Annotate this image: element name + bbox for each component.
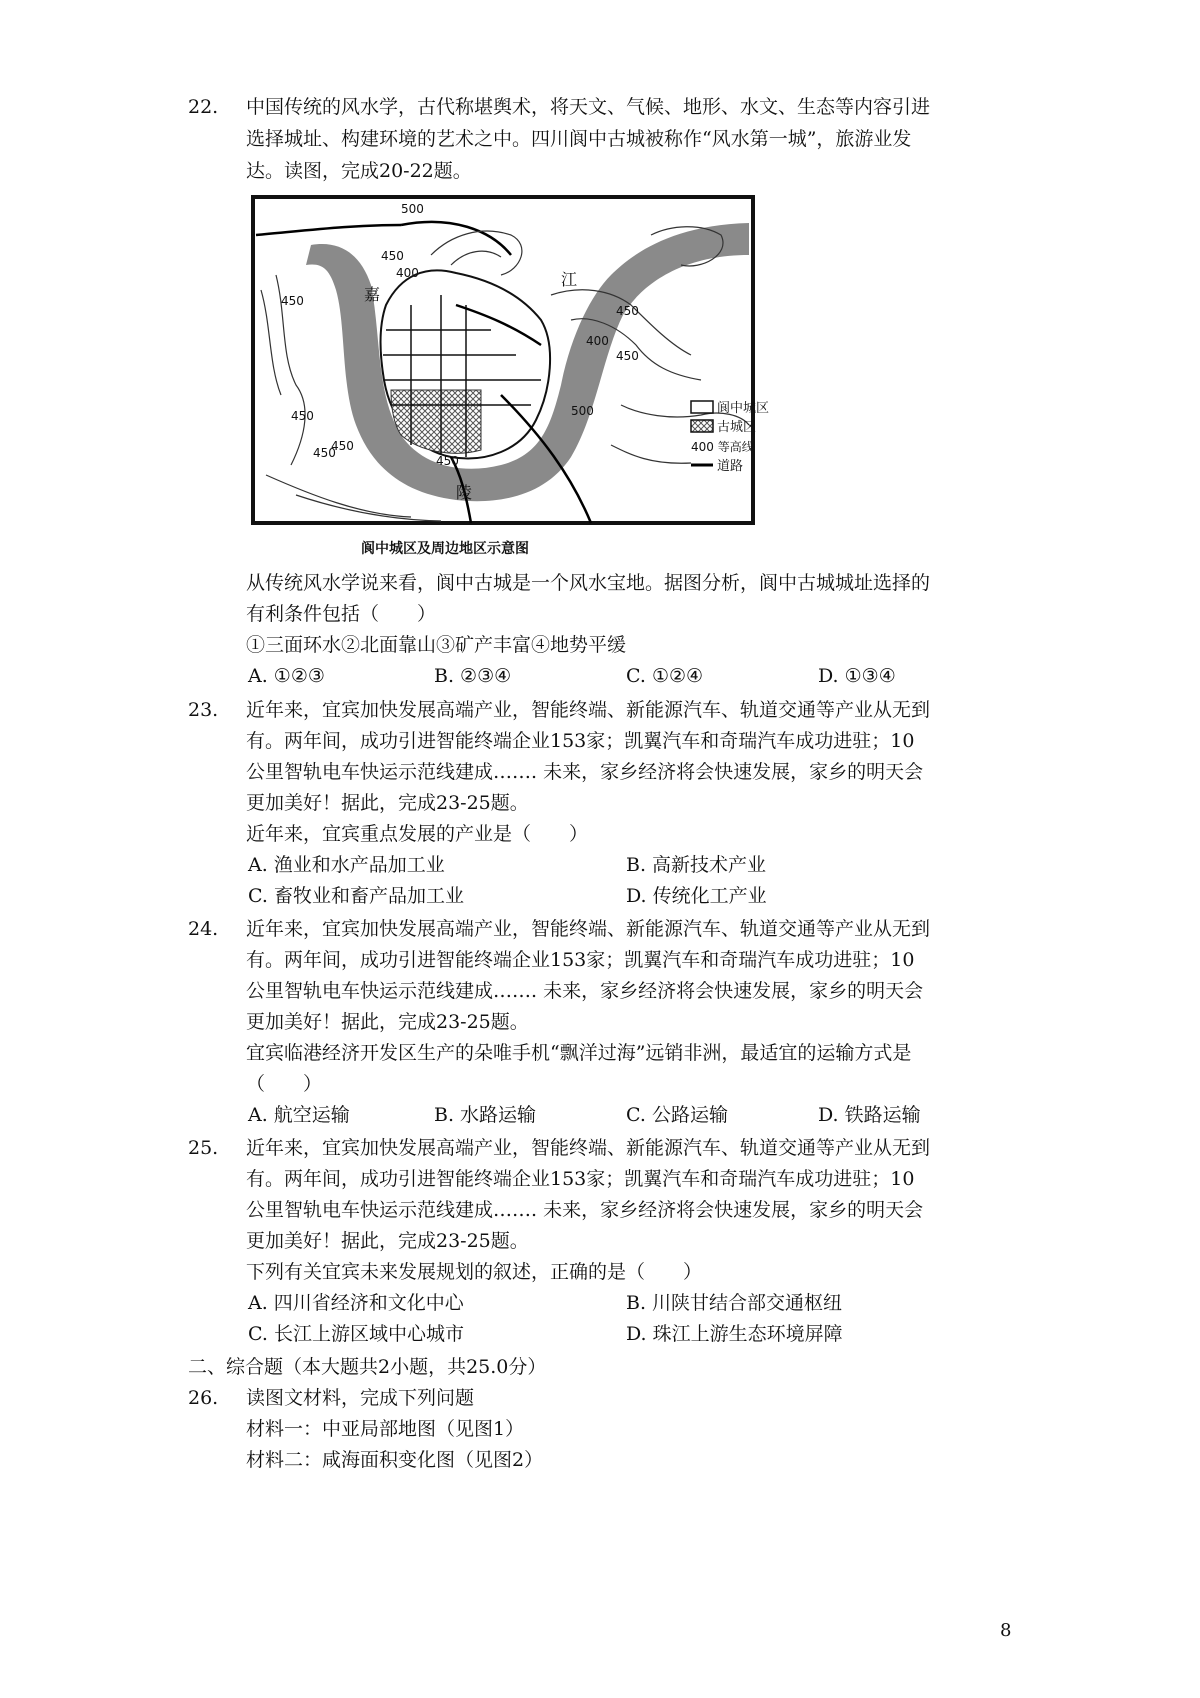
contour-label: 450	[436, 454, 459, 468]
q22-option-d[interactable]: D. ①③④	[818, 665, 896, 687]
passage-line-3: 公里智轨电车快运示范线建成……. 未来，家乡经济将会快速发展，家乡的明天会	[246, 761, 924, 783]
contour-label: 400	[586, 334, 609, 348]
legend-label-contour: 400 等高线	[691, 440, 754, 454]
contour-label: 450	[291, 409, 314, 423]
q22-conditions: ①三面环水②北面靠山③矿产丰富④地势平缓	[246, 634, 627, 656]
q22-option-c[interactable]: C. ①②④	[626, 665, 704, 687]
contour-label: 500	[401, 202, 424, 216]
river-label-1: 嘉	[364, 285, 381, 304]
q25-option-d[interactable]: D. 珠江上游生态环境屏障	[626, 1323, 843, 1345]
q22-option-b[interactable]: B. ②③④	[434, 665, 512, 687]
q22-text-line-2: 选择城址、构建环境的艺术之中。四川阆中古城被称作“风水第一城”，旅游业发	[246, 128, 912, 150]
contour-label: 450	[616, 349, 639, 363]
question-number: 23.	[188, 699, 219, 721]
q25-question: 下列有关宜宾未来发展规划的叙述，正确的是（ ）	[246, 1261, 703, 1283]
q22-question-line-2: 有利条件包括（ ）	[246, 603, 437, 625]
q23-option-c[interactable]: C. 畜牧业和畜产品加工业	[248, 885, 464, 907]
legend-label-road: 道路	[717, 459, 744, 474]
contour-label: 500	[571, 404, 594, 418]
q23-option-d[interactable]: D. 传统化工产业	[626, 885, 767, 907]
q24-option-c[interactable]: C. 公路运输	[626, 1104, 728, 1126]
question-number: 25.	[188, 1137, 219, 1159]
q22-option-a[interactable]: A. ①②③	[248, 665, 325, 687]
map-figure	[251, 195, 770, 563]
legend-swatch-oldtown	[691, 420, 713, 432]
q22-text-line-1: 中国传统的风水学，古代称堪舆术，将天文、气候、地形、水文、生态等内容引进	[246, 96, 931, 118]
q22-text-line-3: 达。读图，完成20-22题。	[246, 160, 472, 182]
legend-label-city: 阆中城区	[717, 401, 770, 416]
question-number: 26.	[188, 1387, 219, 1409]
river-label-3: 江	[561, 270, 578, 289]
q23-option-b[interactable]: B. 高新技术产业	[626, 854, 767, 876]
q25-option-c[interactable]: C. 长江上游区域中心城市	[248, 1323, 464, 1345]
q26-line-1: 读图文材料，完成下列问题	[246, 1387, 475, 1409]
passage-line-3: 公里智轨电车快运示范线建成……. 未来，家乡经济将会快速发展，家乡的明天会	[246, 1199, 924, 1221]
contour-label: 450	[281, 294, 304, 308]
contour-label: 450	[381, 249, 404, 263]
q24-option-a[interactable]: A. 航空运输	[248, 1104, 350, 1126]
q26-line-3: 材料二：咸海面积变化图（见图2）	[246, 1449, 544, 1471]
passage-line-3: 公里智轨电车快运示范线建成……. 未来，家乡经济将会快速发展，家乡的明天会	[246, 980, 924, 1002]
q26-line-2: 材料一：中亚局部地图（见图1）	[246, 1418, 525, 1440]
contour-label: 450	[616, 304, 639, 318]
q24-option-b[interactable]: B. 水路运输	[434, 1104, 537, 1126]
contour-label: 450	[313, 446, 336, 460]
legend-label-oldtown: 古城区	[717, 420, 757, 435]
q23-option-a[interactable]: A. 渔业和水产品加工业	[248, 854, 445, 876]
passage-line-2: 有。两年间，成功引进智能终端企业153家；凯翼汽车和奇瑞汽车成功进驻；10	[246, 730, 915, 752]
map-caption: 阆中城区及周边地区示意图	[361, 541, 529, 557]
passage-line-1: 近年来，宜宾加快发展高端产业，智能终端、新能源汽车、轨道交通等产业从无到	[246, 918, 931, 940]
question-number: 24.	[188, 918, 219, 940]
passage-line-4: 更加美好！据此，完成23-25题。	[246, 1011, 529, 1033]
passage-line-2: 有。两年间，成功引进智能终端企业153家；凯翼汽车和奇瑞汽车成功进驻；10	[246, 949, 915, 971]
contour-label: 400	[396, 266, 419, 280]
legend-swatch-city	[691, 401, 713, 413]
q23-question: 近年来，宜宾重点发展的产业是（ ）	[246, 823, 589, 845]
q24-question-line-1: 宜宾临港经济开发区生产的朵唯手机“飘洋过海”远销非洲，最适宜的运输方式是	[246, 1042, 912, 1064]
passage-line-1: 近年来，宜宾加快发展高端产业，智能终端、新能源汽车、轨道交通等产业从无到	[246, 1137, 931, 1159]
passage-line-4: 更加美好！据此，完成23-25题。	[246, 1230, 529, 1252]
contour-label: 450	[331, 439, 354, 453]
section-heading: 二、综合题（本大题共2小题，共25.0分）	[188, 1356, 547, 1378]
q22-question-line-1: 从传统风水学说来看，阆中古城是一个风水宝地。据图分析，阆中古城城址选择的	[246, 572, 931, 594]
passage-line-4: 更加美好！据此，完成23-25题。	[246, 792, 529, 814]
page-number: 8	[1000, 1620, 1012, 1641]
river-label-2: 陵	[456, 483, 473, 502]
passage-line-2: 有。两年间，成功引进智能终端企业153家；凯翼汽车和奇瑞汽车成功进驻；10	[246, 1168, 915, 1190]
q25-option-b[interactable]: B. 川陕甘结合部交通枢纽	[626, 1292, 843, 1314]
q24-question-line-2: （ ）	[246, 1073, 323, 1095]
question-number: 22.	[188, 96, 219, 118]
q24-option-d[interactable]: D. 铁路运输	[818, 1104, 921, 1126]
q25-option-a[interactable]: A. 四川省经济和文化中心	[248, 1292, 464, 1314]
passage-line-1: 近年来，宜宾加快发展高端产业，智能终端、新能源汽车、轨道交通等产业从无到	[246, 699, 931, 721]
